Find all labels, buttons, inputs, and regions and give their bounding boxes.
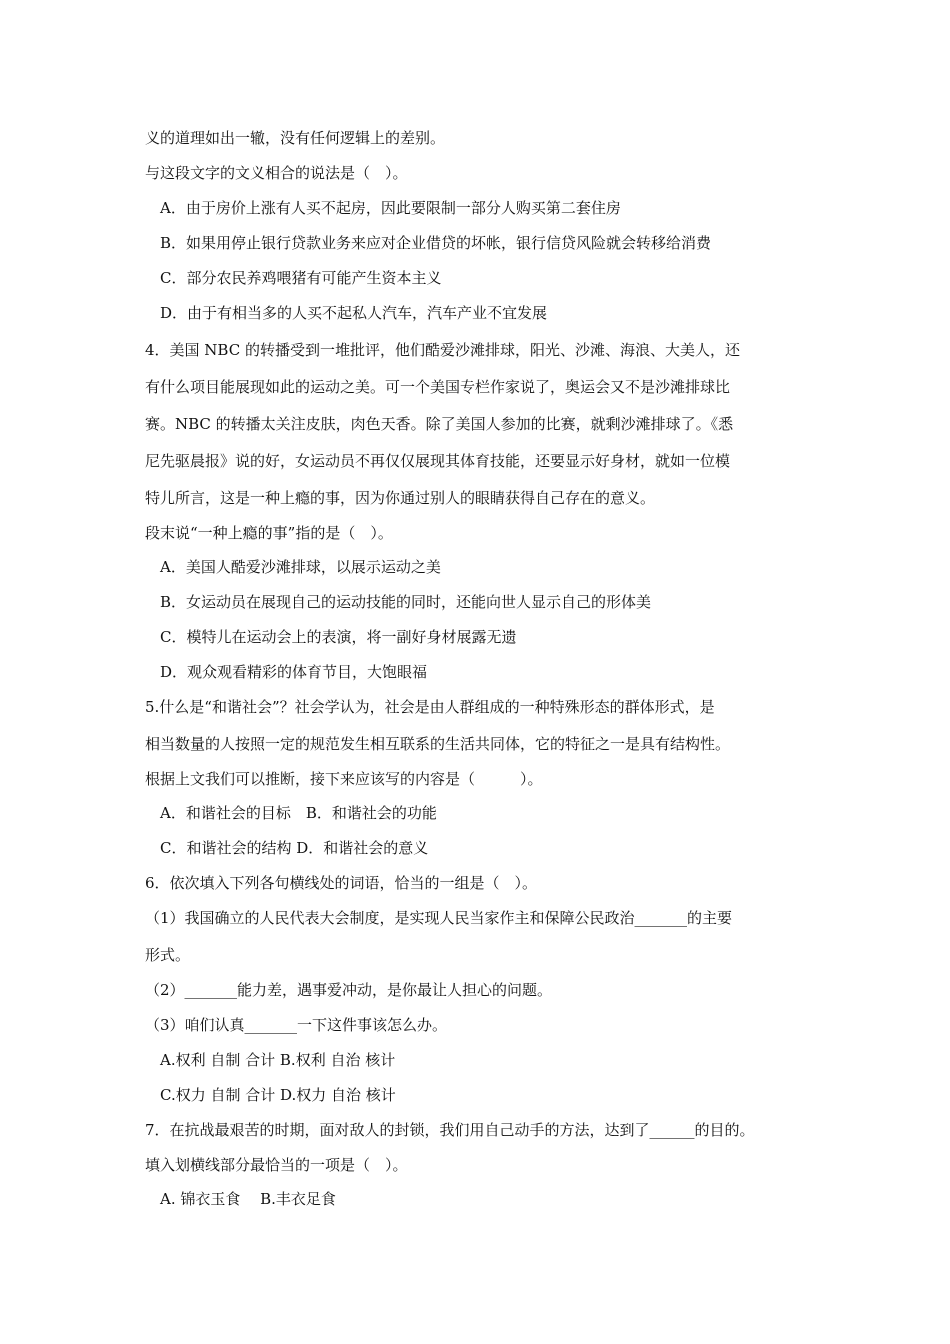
question-6-sentence-2: （2）_______能力差，遇事爱冲动，是你最让人担心的问题。 bbox=[145, 981, 553, 999]
question-5-passage-line: 相当数量的人按照一定的规范发生相互联系的生活共同体，它的特征之一是具有结构性。 bbox=[145, 735, 731, 753]
question-4-option-d: D．观众观看精彩的体育节目，大饱眼福 bbox=[160, 663, 428, 681]
question-3-option-b: B．如果用停止银行贷款业务来应对企业借贷的坏帐，银行信贷风险就会转移给消费 bbox=[160, 234, 712, 252]
question-4-option-a: A．美国人酷爱沙滩排球，以展示运动之美 bbox=[160, 558, 441, 576]
question-6-options-ab: A.权利 自制 合计 B.权利 自治 核计 bbox=[160, 1051, 396, 1069]
question-4-passage-line: 赛。NBC 的转播太关注皮肤，肉色天香。除了美国人参加的比赛，就剩沙滩排球了。《悉 bbox=[145, 415, 734, 433]
question-4-option-b: B．女运动员在展现自己的运动技能的同时，还能向世人显示自己的形体美 bbox=[160, 593, 652, 611]
question-7-stem: 填入划横线部分最恰当的一项是（ ）。 bbox=[145, 1156, 408, 1174]
question-4-passage-line: 特儿所言，这是一种上瘾的事，因为你通过别人的眼睛获得自己存在的意义。 bbox=[145, 489, 656, 507]
question-3-option-c: C．部分农民养鸡喂猪有可能产生资本主义 bbox=[160, 269, 442, 287]
question-4-passage-line: 有什么项目能展现如此的运动之美。可一个美国专栏作家说了，奥运会又不是沙滩排球比 bbox=[145, 378, 731, 396]
question-3-option-a: A．由于房价上涨有人买不起房，因此要限制一部分人购买第二套住房 bbox=[160, 199, 621, 217]
question-6-stem: 6．依次填入下列各句横线处的词语，恰当的一组是（ ）。 bbox=[145, 874, 538, 892]
question-5-options-cd: C．和谐社会的结构 D．和谐社会的意义 bbox=[160, 839, 429, 857]
question-6-sentence-1: （1）我国确立的人民代表大会制度，是实现人民当家作主和保障公民政治_______的主要 bbox=[145, 909, 733, 927]
question-3-stem: 与这段文字的文义相合的说法是（ ）。 bbox=[145, 164, 408, 182]
question-3-option-d: D．由于有相当多的人买不起私人汽车，汽车产业不宜发展 bbox=[160, 304, 548, 322]
question-7-passage-line: 7．在抗战最艰苦的时期，面对敌人的封锁，我们用自己动手的方法，达到了______的目的。 bbox=[145, 1121, 755, 1139]
question-5-stem: 根据上文我们可以推断，接下来应该写的内容是（ ）。 bbox=[145, 770, 543, 788]
question-7-options-ab: A. 锦衣玉食 B.丰衣足食 bbox=[160, 1190, 336, 1208]
question-4-passage-line: 4．美国 NBC 的转播受到一堆批评，他们酷爱沙滩排球，阳光、沙滩、海浪、大美人，还 bbox=[145, 341, 740, 359]
question-6-options-cd: C.权力 自制 合计 D.权力 自治 核计 bbox=[160, 1086, 396, 1104]
question-6-sentence-1-cont: 形式。 bbox=[145, 946, 191, 964]
question-5-passage-line: 5.什么是“和谐社会”？社会学认为，社会是由人群组成的一种特殊形态的群体形式，是 bbox=[145, 698, 715, 716]
question-4-option-c: C．模特儿在运动会上的表演，将一副好身材展露无遗 bbox=[160, 628, 517, 646]
text-line-continuation: 义的道理如出一辙，没有任何逻辑上的差别。 bbox=[145, 129, 446, 147]
question-6-sentence-3: （3）咱们认真_______一下这件事该怎么办。 bbox=[145, 1016, 448, 1034]
question-4-passage-line: 尼先驱晨报》说的好，女运动员不再仅仅展现其体育技能，还要显示好身材，就如一位模 bbox=[145, 452, 731, 470]
question-4-stem: 段末说“一种上瘾的事”指的是（ ）。 bbox=[145, 524, 393, 542]
question-5-options-ab: A．和谐社会的目标 B．和谐社会的功能 bbox=[160, 804, 437, 822]
